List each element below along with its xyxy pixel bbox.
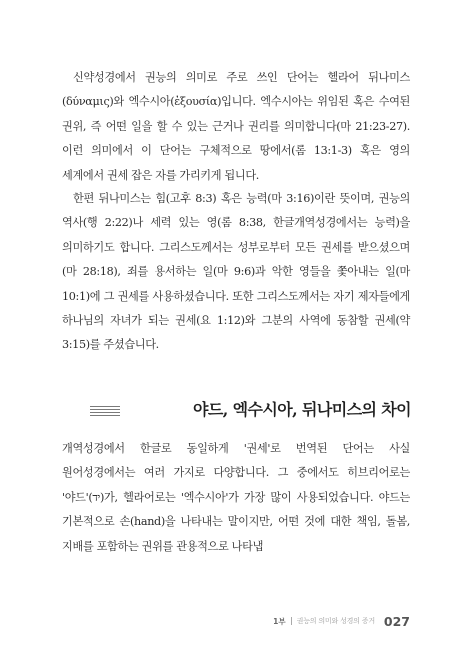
section-heading <box>90 394 411 426</box>
page-footer <box>273 610 410 632</box>
section-title: 야드, 엑수시아, 뒤나미스의 차이 <box>193 400 411 419</box>
heading-decoration-lines <box>90 406 120 416</box>
footer-part-label: 1부 <box>273 616 286 626</box>
body-paragraph-2: 한편 뒤나미스는 힘(고후 8:3) 혹은 능력(마 3:16)이란 뜻이며, 권능의 역사(행 2:22)나 세력 있는 영(롬 8:38, 한글개역성경에서는 능력)을 의미하기도 합니다. 그리스도께서는 성부로부터 모든 권세를 받으셨으며(마 28:18), 죄를 용서하는 일(마 9:6)과 악한 영들을 쫓아내는 일(마 10:1)에 그 권세를 사용하셨습니다. 또한 그리스도께서는 자기 제자들에게 하나님의 자녀가 되는 권세(요 1:12)와 그분의 사역에 동참할 권세(약 3:15)를 주셨습니다. <box>62 192 410 352</box>
footer-chapter-title: 권능의 의미와 성경의 증거 <box>296 617 375 625</box>
body-paragraph-1: 신약성경에서 권능의 의미로 주로 쓰인 단어는 헬라어 뒤나미스(δύναμις)와 엑수시아(ἐξουσία)입니다. 엑수시아는 위임된 혹은 수여된 권위, 즉 어떤 일을 할 수 있는 근거나 권리를 의미합니다(마 21:23-27). 이런 의미에서 이 단어는 구체적으로 땅에서(롬 13:1-3) 혹은 영의 세계에서 권세 잡은 자를 가리키게 됩니다. <box>62 71 410 182</box>
footer-divider <box>291 617 292 625</box>
body-paragraph-3: 개역성경에서 한글로 동일하게 '권세'로 번역된 단어는 사실 원어성경에서는 여러 가지로 다양합니다. 그 중에서도 히브리어로는 '야드'(יד)가, 헬라어로는 '엑수시아'가 가장 많이 사용되었습니다. 야드는 기본적으로 손(hand)을 나타내는 말이지만, 어떤 것에 대한 책임, 돌봄, 지배를 포함하는 권위를 관용적으로 나타냅 <box>62 442 410 553</box>
page-number: 027 <box>383 613 410 629</box>
